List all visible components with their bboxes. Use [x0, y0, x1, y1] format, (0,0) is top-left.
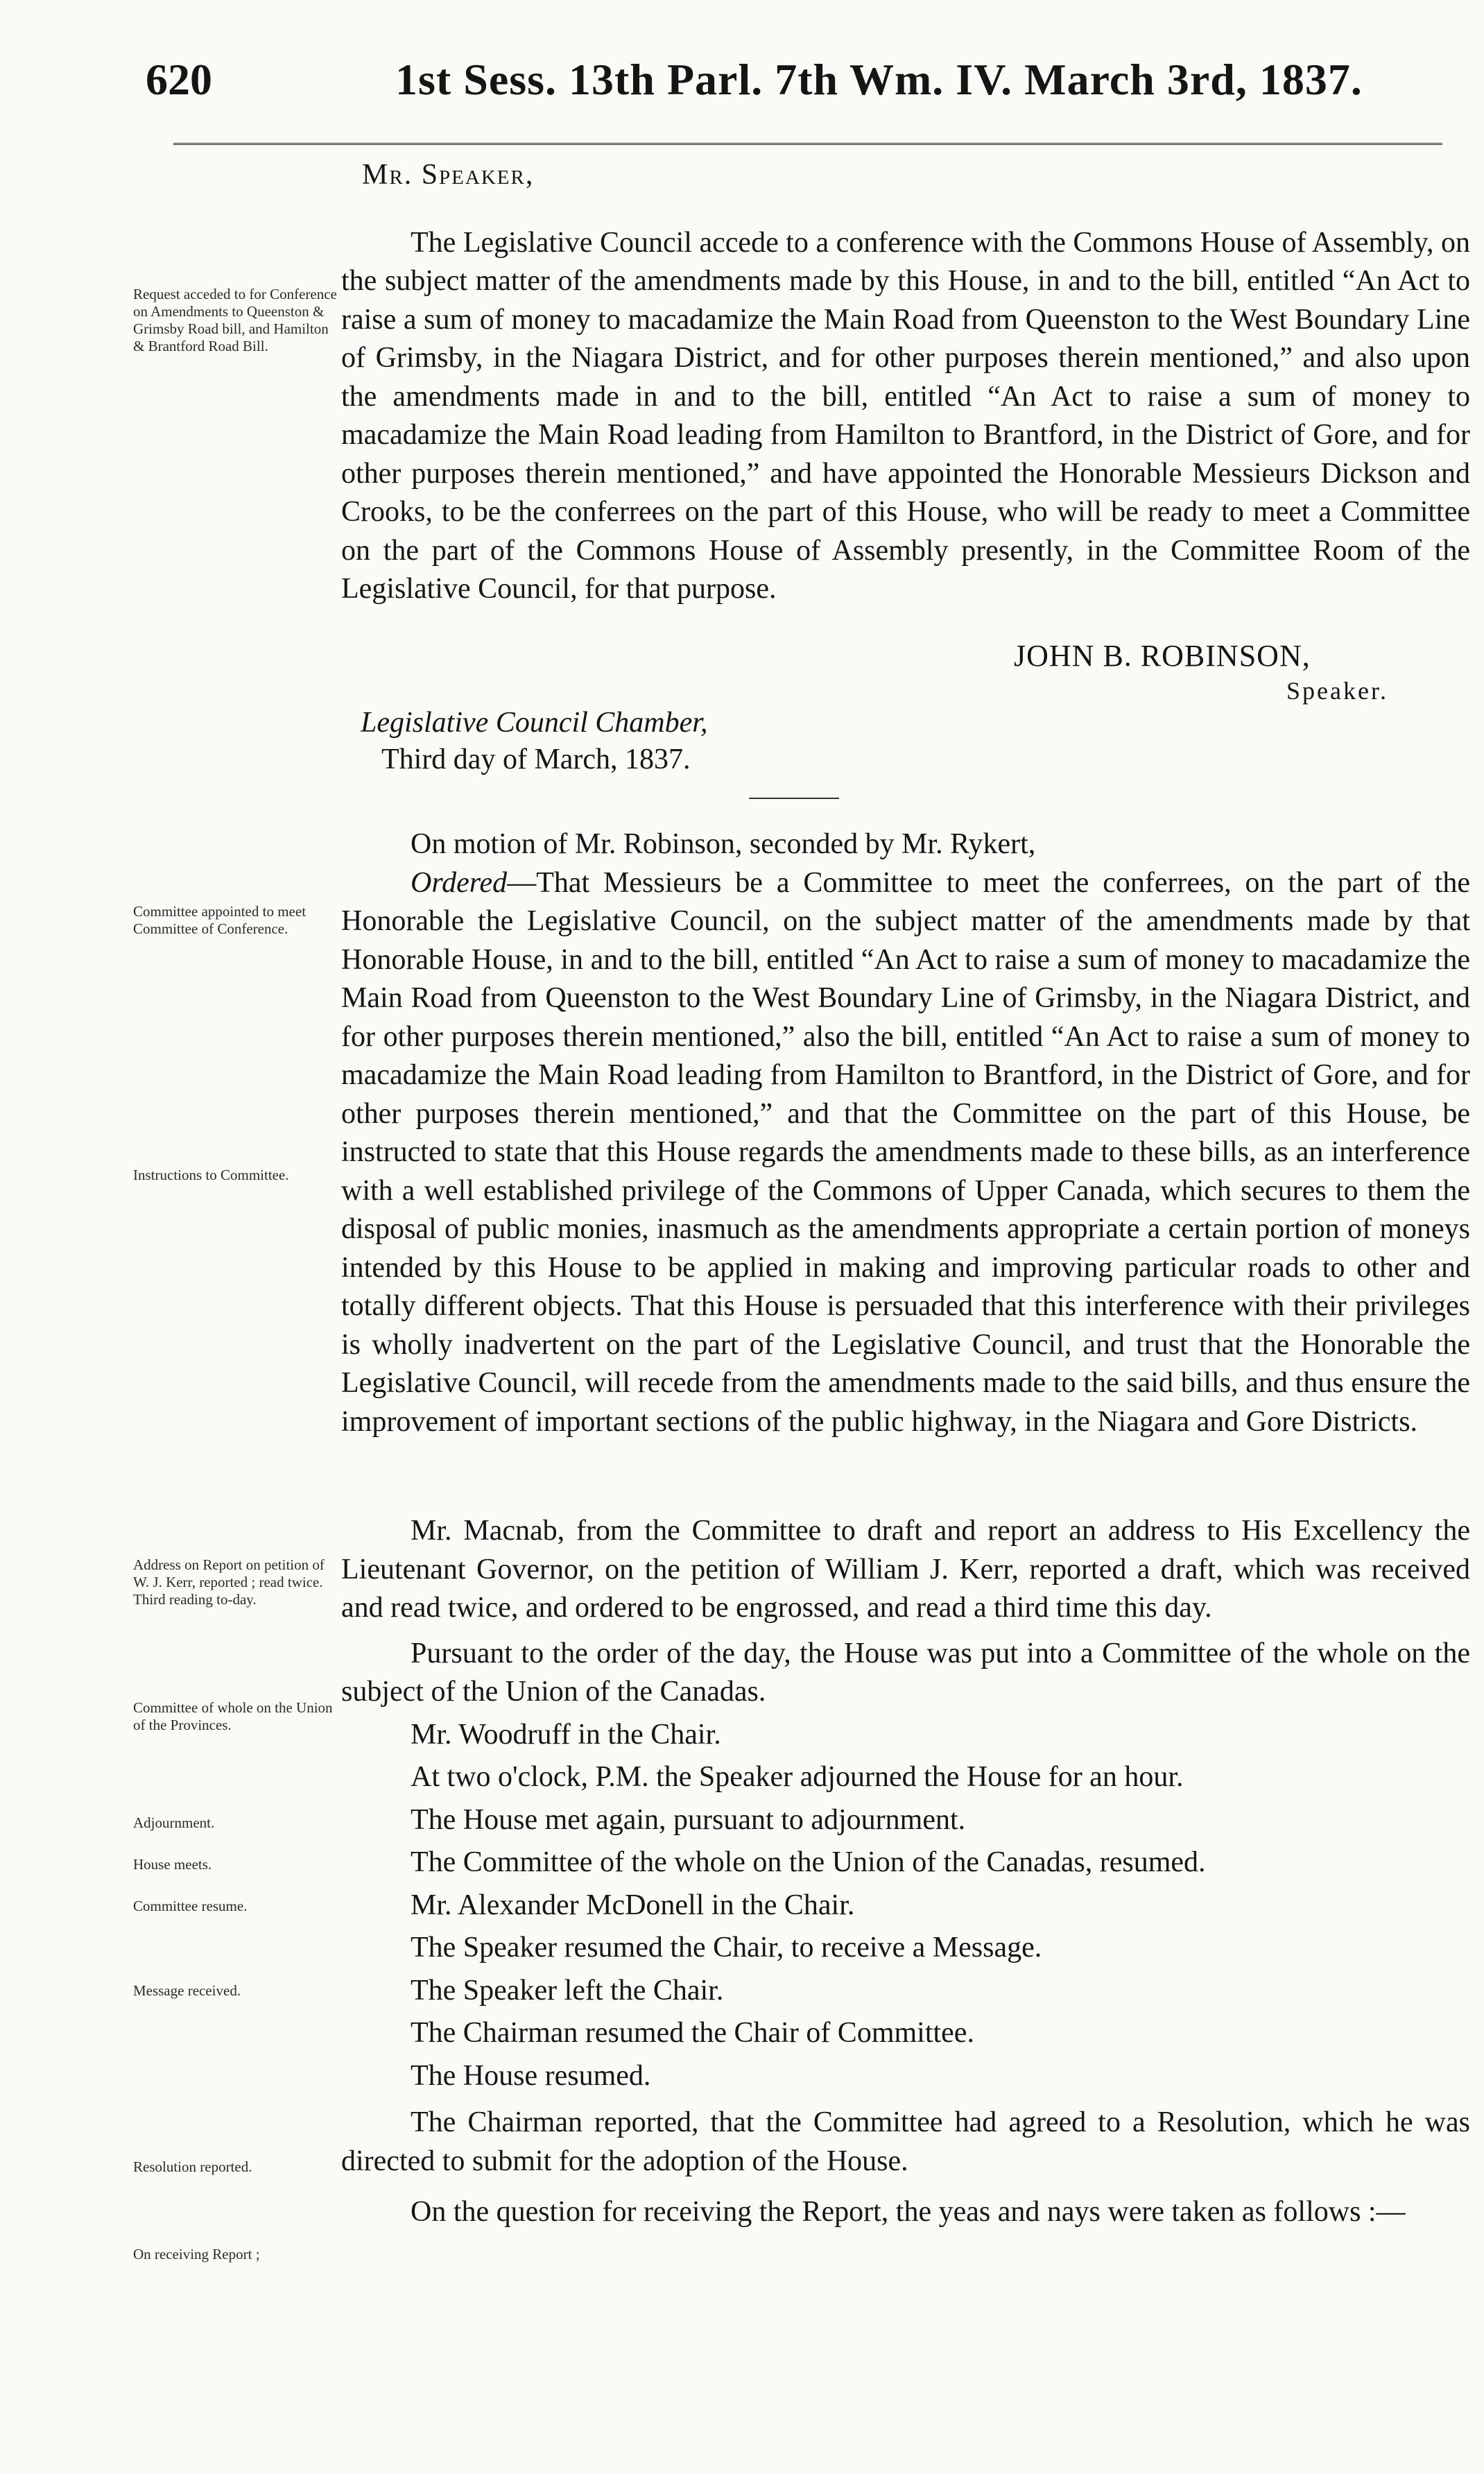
margin-note-address: Address on Report on petition of W. J. Kerr, reported ; read twice. Third reading to-day. [133, 1556, 325, 1608]
margin-note-resolution: Resolution reported. [133, 2158, 252, 2175]
margin-note-adjournment: Adjournment. [133, 1814, 215, 1831]
paragraph-speaker-left: The Speaker left the Chair. [411, 1974, 724, 2007]
paragraph-house-met: The House met again, pursuant to adjournment. [411, 1803, 966, 1836]
margin-note-union: Committee of whole on the Union of the Provinces. [133, 1699, 333, 1733]
paragraph-woodruff: Mr. Woodruff in the Chair. [411, 1718, 721, 1751]
paragraph-mcdonell: Mr. Alexander McDonell in the Chair. [411, 1889, 855, 1921]
paragraph-chairman-resumed: The Chairman resumed the Chair of Committee. [411, 2017, 974, 2049]
message-block [341, 156, 1470, 609]
ordered-label: Ordered [411, 866, 508, 899]
signature-title: Speaker. [1286, 677, 1388, 705]
message-body: The Legislative Council accede to a conference with the Commons House of Assembly, on the subject matter of the amendments made by this House, in and to the bill, entitled “An Act to raise a sum of money to macadamize the Main Road from Queenston to the West Boundary Line of Grimsby, in the Niagara District, and for other purposes therein mentioned,” and also upon the amendments made in and to the bill, entitled “An Act to raise a sum of money to macadamize the Main Road leading from Hamilton to Brantford, in the District of Gore, and for other purposes therein mentioned,” and have appointed the Honorable Messieurs Dickson and Crooks, to be the conferrees on the part of this House, who will be ready to meet a Committee on the part of the Commons House of Assembly presently, in the Committee Room of the Legislative Council, for that purpose. [341, 226, 1470, 605]
paragraph-committee-resumed: The Committee of the whole on the Union of the Canadas, resumed. [411, 1846, 1206, 1878]
paragraph-resolution: The Chairman reported, that the Committee had agreed to a Resolution, which he was directed to submit for the adoption of the House. [341, 2106, 1470, 2177]
header-rule [173, 143, 1442, 145]
section-divider [749, 798, 839, 799]
proceedings-block [341, 1512, 1470, 2232]
motion-block [341, 825, 1470, 1441]
margin-note-committee-appointed: Committee appointed to meet Committee of Conference. [133, 903, 307, 937]
paragraph-macnab: Mr. Macnab, from the Committee to draft and report an address to His Excellency the Lieutenant Governor, on the petition of William J. Kerr, reported a draft, which was received and read twice, and ordered to be engrossed, and read a third time this day. [341, 1515, 1470, 1624]
margin-note-instructions: Instructions to Committee. [133, 1167, 289, 1183]
margin-note-receiving-report: On receiving Report ; [133, 2246, 260, 2262]
motion-ordered [341, 864, 1470, 1442]
page-number: 620 [146, 55, 212, 104]
running-header [146, 54, 1435, 110]
chamber-date: Third day of March, 1837. [381, 744, 691, 775]
paragraph-house-resumed: The House resumed. [411, 2059, 651, 2092]
margin-note-house-meets: House meets. [133, 1856, 212, 1873]
margin-note-message: Message received. [133, 1982, 241, 1999]
paragraph-union-committee: Pursuant to the order of the day, the House was put into a Committee of the whole on the subject of the Union of the Canadas. [341, 1637, 1470, 1708]
motion-intro: On motion of Mr. Robinson, seconded by Mr. Rykert, [411, 828, 1036, 860]
signature-name: JOHN B. ROBINSON, [1014, 639, 1311, 673]
paragraph-yeas-nays: On the question for receiving the Report, the yeas and nays were taken as follows :— [411, 2196, 1406, 2228]
ordered-text: —That Messieurs be a Committee to meet the conferrees, on the part of the Honorable the Legislative Council, on the subject matter of the amendments made by that Honorable House, in and to the bill, entitled “An Act to raise a sum of money to macadamize the Main Road from Queenston to the West Boundary Line of Grimsby, in the Niagara District, and for other purposes therein mentioned,” also the bill, entitled “An Act to raise a sum of money to macadamize the Main Road leading from Hamilton to Brantford, in the District of Gore, and for other purposes therein mentioned,” and that the Committee on the part of this House, be instructed to state that this House regards the amendments made to these bills, as an interference with a well established privilege of the Commons of Upper Canada, which secures to them the disposal of public monies, inasmuch as the amendments appropriate a certain portion of moneys intended by this House to be applied in making and improving particular roads to other and totally different objects. That this House is persuaded that this interference with their privileges is wholly inadvertent on the part of the Legislative Council, and trust that the Honorable the Legislative Council, will recede from the amendments made to the said bills, and thus ensure the improvement of important sections of the public highway, in the Niagara and Gore Districts. [341, 866, 1470, 1438]
chamber-place: Legislative Council Chamber, [361, 707, 708, 739]
margin-note-conference: Request acceded to for Conference on Amendments to Queenston & Grimsby Road bill, and Hamilton & Brantford Road Bill. [133, 286, 337, 354]
paragraph-message: The Speaker resumed the Chair, to receive a Message. [411, 1932, 1042, 1964]
margin-note-committee-resume: Committee resume. [133, 1898, 248, 1914]
paragraph-adjournment: At two o'clock, P.M. the Speaker adjourned the House for an hour. [411, 1761, 1184, 1793]
salutation: Mr. Speaker, [362, 159, 535, 191]
running-title: 1st Sess. 13th Parl. 7th Wm. IV. March 3rd, 1837. [395, 55, 1363, 104]
